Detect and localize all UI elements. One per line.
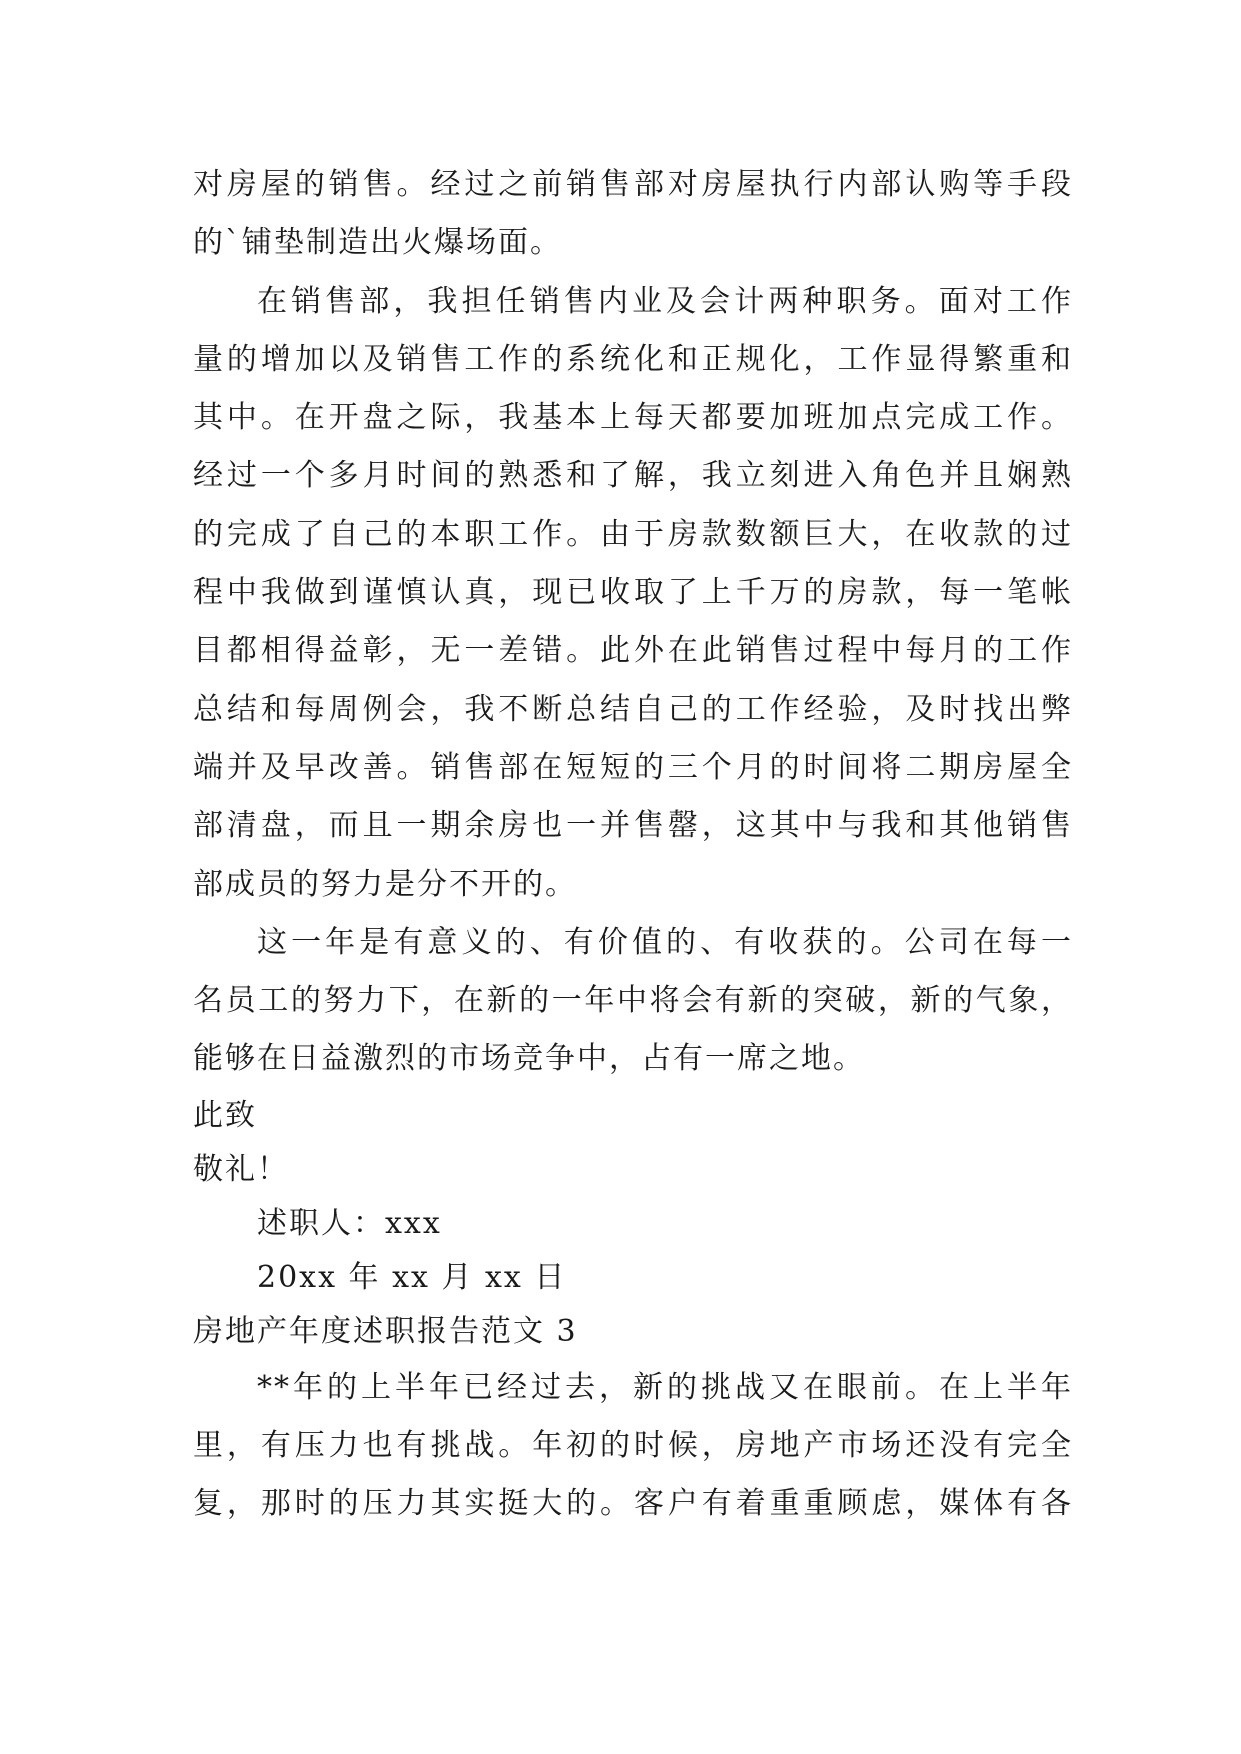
- text-line: 其中。在开盘之际，我基本上每天都要加班加点完成工作。: [193, 400, 1073, 436]
- paragraph-start-line: 在销售部，我担任销售内业及会计两种职务。面对工作: [257, 283, 1073, 319]
- text-line: 程中我做到谨慎认真，现已收取了上千万的房款，每一笔帐: [193, 575, 1073, 611]
- text-line: 端并及早改善。销售部在短短的三个月的时间将二期房屋全: [193, 749, 1073, 785]
- closing-salutation: 此致: [193, 1097, 257, 1133]
- text-line: 总结和每周例会，我不断总结自己的工作经验，及时找出弊: [193, 691, 1073, 727]
- text-line: 部清盘，而且一期余房也一并售罄，这其中与我和其他销售: [193, 808, 1073, 844]
- text-line: 部成员的努力是分不开的。: [193, 866, 577, 902]
- text-line: 的`铺垫制造出火爆场面。: [193, 225, 562, 261]
- text-line: 能够在日益激烈的市场竞争中，占有一席之地。: [193, 1041, 865, 1077]
- text-line: 名员工的努力下，在新的一年中将会有新的突破，新的气象，: [193, 983, 1073, 1019]
- paragraph-start-line: 这一年是有意义的、有价值的、有收获的。公司在每一: [257, 924, 1073, 960]
- text-line: 经过一个多月时间的熟悉和了解，我立刻进入角色并且娴熟: [193, 458, 1073, 494]
- text-line: 复，那时的压力其实挺大的。客户有着重重顾虑，媒体有各: [193, 1486, 1073, 1522]
- signature-name: 述职人：xxx: [257, 1205, 442, 1241]
- text-line: 对房屋的销售。经过之前销售部对房屋执行内部认购等手段: [193, 167, 1073, 202]
- closing-regards: 敬礼！: [193, 1151, 289, 1187]
- text-line: 目都相得益彰，无一差错。此外在此销售过程中每月的工作: [193, 633, 1073, 669]
- signature-date: 20xx 年 xx 月 xx 日: [257, 1259, 567, 1295]
- paragraph-start-line: **年的上半年已经过去，新的挑战又在眼前。在上半年: [257, 1369, 1073, 1405]
- text-line: 量的增加以及销售工作的系统化和正规化，工作显得繁重和: [193, 341, 1073, 377]
- document-page: [193, 156, 1073, 1534]
- section-title: 房地产年度述职报告范文 3: [193, 1313, 578, 1349]
- text-line: 的完成了自己的本职工作。由于房款数额巨大，在收款的过: [193, 516, 1073, 552]
- text-line: 里，有压力也有挑战。年初的时候，房地产市场还没有完全: [193, 1428, 1073, 1464]
